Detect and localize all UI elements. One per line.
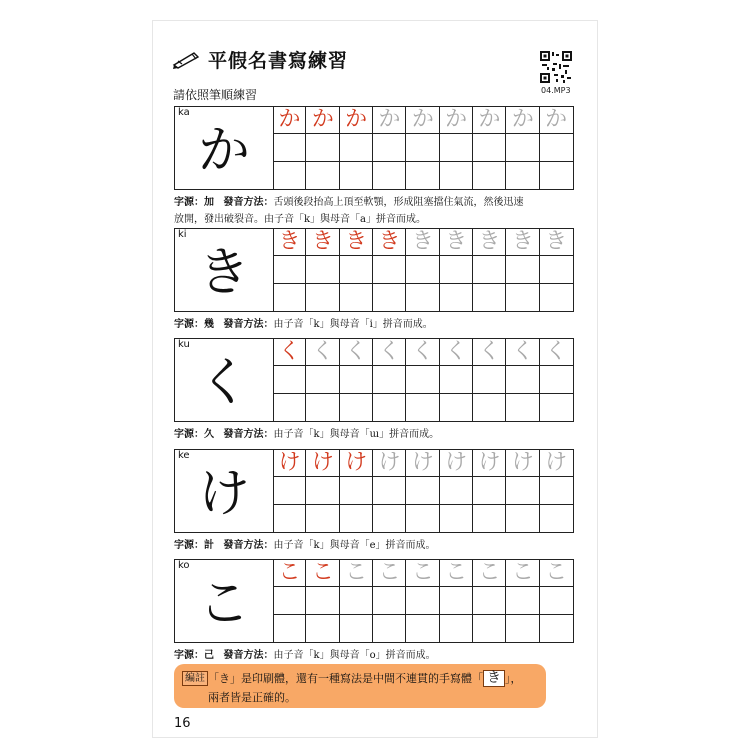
stroke-order-kana: け bbox=[311, 450, 334, 475]
writing-cell[interactable] bbox=[473, 505, 506, 532]
method-label: 發音方法： bbox=[223, 540, 274, 551]
trace-kana: け bbox=[511, 450, 534, 475]
writing-cell[interactable] bbox=[373, 587, 406, 614]
tracing-cell bbox=[506, 229, 539, 256]
writing-cell[interactable] bbox=[473, 284, 506, 311]
method-text-continued: 放開，發出破裂音。由子音「k」與母音「a」拼音而成。 bbox=[174, 214, 427, 225]
method-text: 由子音「k」與母音「o」拼音而成。 bbox=[273, 650, 436, 661]
practice-grid bbox=[174, 559, 574, 643]
tracing-cell bbox=[306, 450, 339, 477]
writing-cell[interactable] bbox=[540, 284, 573, 311]
tracing-cell bbox=[340, 107, 373, 134]
writing-cell[interactable] bbox=[406, 394, 439, 421]
stroke-order-kana: こ bbox=[311, 560, 334, 585]
note-tag: 編註 bbox=[182, 671, 208, 686]
tracing-cell bbox=[406, 107, 439, 134]
writing-cell[interactable] bbox=[473, 366, 506, 393]
note-handwritten-kana: き bbox=[483, 670, 505, 687]
trace-kana: け bbox=[411, 450, 434, 475]
method-text: 舌頭後段抬高上頂至軟顎，形成阻塞擋住氣流，然後迅速 bbox=[273, 197, 524, 208]
trace-kana: く bbox=[345, 339, 368, 364]
pronunciation-description bbox=[174, 537, 574, 554]
writing-cell[interactable] bbox=[273, 505, 306, 532]
writing-cell[interactable] bbox=[440, 162, 473, 189]
tracing-cell bbox=[273, 560, 306, 587]
writing-cell[interactable] bbox=[406, 505, 439, 532]
writing-cell[interactable] bbox=[540, 394, 573, 421]
trace-kana: か bbox=[378, 107, 401, 132]
origin-label: 字源： bbox=[174, 540, 204, 551]
tracing-cell bbox=[340, 229, 373, 256]
writing-cell[interactable] bbox=[373, 162, 406, 189]
tracing-cell bbox=[273, 107, 306, 134]
tracing-cell bbox=[506, 560, 539, 587]
origin-character: 加 bbox=[204, 197, 214, 208]
practice-instruction: 請依照筆順練習 bbox=[173, 88, 258, 102]
writing-cell[interactable] bbox=[506, 615, 539, 642]
writing-cell[interactable] bbox=[373, 477, 406, 504]
trace-kana: こ bbox=[378, 560, 401, 585]
tracing-cell bbox=[406, 560, 439, 587]
writing-cell[interactable] bbox=[273, 162, 306, 189]
writing-cell[interactable] bbox=[440, 615, 473, 642]
trace-kana: く bbox=[445, 339, 468, 364]
writing-cell[interactable] bbox=[373, 394, 406, 421]
writing-cell[interactable] bbox=[340, 284, 373, 311]
writing-cell[interactable] bbox=[406, 587, 439, 614]
tracing-cell bbox=[473, 450, 506, 477]
trace-kana: か bbox=[478, 107, 501, 132]
stroke-order-kana: け bbox=[278, 450, 301, 475]
model-kana: く bbox=[197, 353, 250, 413]
writing-cell[interactable] bbox=[373, 366, 406, 393]
writing-cell[interactable] bbox=[506, 587, 539, 614]
writing-cell[interactable] bbox=[506, 366, 539, 393]
writing-cell[interactable] bbox=[273, 587, 306, 614]
trace-kana: か bbox=[511, 107, 534, 132]
origin-label: 字源： bbox=[174, 197, 204, 208]
note-text: 「き」是印刷體，還有一種寫法是中間不連貫的手寫體「 bbox=[208, 672, 483, 685]
trace-kana: く bbox=[311, 339, 334, 364]
writing-cell[interactable] bbox=[273, 477, 306, 504]
tracing-cell bbox=[440, 229, 473, 256]
tracing-cell bbox=[373, 450, 406, 477]
pencil-icon bbox=[172, 51, 200, 69]
writing-cell[interactable] bbox=[440, 366, 473, 393]
writing-cell[interactable] bbox=[306, 366, 339, 393]
trace-kana: く bbox=[411, 339, 434, 364]
romaji-label: ku bbox=[178, 339, 190, 350]
model-character-cell bbox=[175, 229, 274, 311]
tracing-cell bbox=[540, 339, 573, 366]
trace-kana: こ bbox=[411, 560, 434, 585]
note-line-2: 兩者皆是正確的。 bbox=[208, 691, 296, 704]
trace-kana: く bbox=[511, 339, 534, 364]
writing-cell[interactable] bbox=[440, 134, 473, 161]
writing-cell[interactable] bbox=[273, 366, 306, 393]
stroke-order-kana: か bbox=[345, 107, 368, 132]
tracing-cell bbox=[373, 339, 406, 366]
origin-character: 久 bbox=[204, 429, 214, 440]
tracing-cell bbox=[373, 560, 406, 587]
writing-cell[interactable] bbox=[540, 162, 573, 189]
writing-cell[interactable] bbox=[506, 162, 539, 189]
trace-kana: き bbox=[511, 229, 534, 254]
tracing-cell bbox=[306, 107, 339, 134]
writing-cell[interactable] bbox=[306, 134, 339, 161]
writing-cell[interactable] bbox=[373, 284, 406, 311]
tracing-cell bbox=[540, 107, 573, 134]
audio-track-label: 04.MP3 bbox=[541, 86, 571, 95]
method-text: 由子音「k」與母音「e」拼音而成。 bbox=[273, 540, 436, 551]
pronunciation-description bbox=[174, 426, 574, 443]
writing-cell[interactable] bbox=[306, 477, 339, 504]
writing-cell[interactable] bbox=[406, 477, 439, 504]
writing-cell[interactable] bbox=[540, 615, 573, 642]
pronunciation-description bbox=[174, 316, 574, 333]
stroke-order-kana: き bbox=[311, 229, 334, 254]
tracing-cell bbox=[373, 229, 406, 256]
method-text: 由子音「k」與母音「i」拼音而成。 bbox=[273, 319, 433, 330]
writing-cell[interactable] bbox=[373, 256, 406, 283]
practice-grid bbox=[174, 449, 574, 533]
writing-cell[interactable] bbox=[373, 134, 406, 161]
pronunciation-description bbox=[174, 194, 574, 228]
writing-cell[interactable] bbox=[340, 394, 373, 421]
tracing-cell bbox=[273, 450, 306, 477]
writing-cell[interactable] bbox=[506, 256, 539, 283]
tracing-cell bbox=[273, 339, 306, 366]
tracing-cell bbox=[540, 450, 573, 477]
tracing-cell bbox=[540, 229, 573, 256]
practice-grid bbox=[174, 228, 574, 312]
tracing-cell bbox=[540, 560, 573, 587]
method-label: 發音方法： bbox=[223, 319, 274, 330]
writing-cell[interactable] bbox=[273, 394, 306, 421]
writing-cell[interactable] bbox=[440, 505, 473, 532]
writing-cell[interactable] bbox=[306, 394, 339, 421]
writing-cell[interactable] bbox=[340, 615, 373, 642]
romaji-label: ki bbox=[178, 229, 187, 240]
writing-cell[interactable] bbox=[440, 256, 473, 283]
trace-kana: き bbox=[411, 229, 434, 254]
writing-cell[interactable] bbox=[406, 162, 439, 189]
writing-cell[interactable] bbox=[306, 615, 339, 642]
writing-cell[interactable] bbox=[406, 284, 439, 311]
writing-cell[interactable] bbox=[473, 615, 506, 642]
writing-cell[interactable] bbox=[373, 505, 406, 532]
trace-kana: け bbox=[445, 450, 468, 475]
trace-kana: く bbox=[378, 339, 401, 364]
qr-code-icon bbox=[539, 50, 573, 84]
writing-cell[interactable] bbox=[340, 477, 373, 504]
writing-cell[interactable] bbox=[340, 587, 373, 614]
writing-cell[interactable] bbox=[306, 256, 339, 283]
writing-cell[interactable] bbox=[406, 366, 439, 393]
page-header bbox=[172, 46, 348, 73]
model-kana: こ bbox=[197, 574, 250, 634]
trace-kana: き bbox=[445, 229, 468, 254]
tracing-cell bbox=[406, 229, 439, 256]
stroke-order-kana: き bbox=[378, 229, 401, 254]
method-label: 發音方法： bbox=[223, 429, 274, 440]
tracing-cell bbox=[473, 560, 506, 587]
romaji-label: ka bbox=[178, 107, 190, 118]
writing-cell[interactable] bbox=[440, 394, 473, 421]
tracing-cell bbox=[440, 450, 473, 477]
writing-cell[interactable] bbox=[473, 256, 506, 283]
writing-cell[interactable] bbox=[506, 477, 539, 504]
method-text: 由子音「k」與母音「ɯ」拼音而成。 bbox=[273, 429, 440, 440]
stroke-order-kana: け bbox=[345, 450, 368, 475]
tracing-cell bbox=[340, 339, 373, 366]
trace-kana: こ bbox=[345, 560, 368, 585]
tracing-cell bbox=[506, 450, 539, 477]
writing-cell[interactable] bbox=[306, 587, 339, 614]
trace-kana: け bbox=[545, 450, 568, 475]
writing-cell[interactable] bbox=[273, 134, 306, 161]
pronunciation-description bbox=[174, 647, 574, 664]
tracing-cell bbox=[406, 339, 439, 366]
writing-cell[interactable] bbox=[306, 505, 339, 532]
writing-cell[interactable] bbox=[306, 162, 339, 189]
note-line-1 bbox=[208, 670, 522, 687]
note-text-end: 」， bbox=[505, 672, 522, 685]
model-character-cell bbox=[175, 450, 274, 532]
trace-kana: け bbox=[478, 450, 501, 475]
writing-cell[interactable] bbox=[506, 134, 539, 161]
tracing-cell bbox=[473, 229, 506, 256]
trace-kana: か bbox=[445, 107, 468, 132]
writing-cell[interactable] bbox=[506, 505, 539, 532]
tracing-cell bbox=[306, 560, 339, 587]
writing-cell[interactable] bbox=[440, 284, 473, 311]
writing-cell[interactable] bbox=[340, 134, 373, 161]
writing-cell[interactable] bbox=[540, 366, 573, 393]
tracing-cell bbox=[440, 339, 473, 366]
writing-cell[interactable] bbox=[340, 505, 373, 532]
writing-cell[interactable] bbox=[506, 394, 539, 421]
trace-kana: か bbox=[411, 107, 434, 132]
writing-cell[interactable] bbox=[273, 256, 306, 283]
writing-cell[interactable] bbox=[273, 284, 306, 311]
tracing-cell bbox=[473, 339, 506, 366]
stroke-order-kana: こ bbox=[278, 560, 301, 585]
romaji-label: ko bbox=[178, 560, 190, 571]
writing-cell[interactable] bbox=[340, 366, 373, 393]
tracing-cell bbox=[473, 107, 506, 134]
tracing-cell bbox=[440, 107, 473, 134]
page-number: 16 bbox=[174, 716, 191, 731]
practice-grid bbox=[174, 106, 574, 190]
tracing-cell bbox=[306, 339, 339, 366]
stroke-order-kana: か bbox=[311, 107, 334, 132]
trace-kana: こ bbox=[478, 560, 501, 585]
origin-label: 字源： bbox=[174, 650, 204, 661]
method-label: 發音方法： bbox=[223, 197, 274, 208]
writing-cell[interactable] bbox=[473, 394, 506, 421]
trace-kana: か bbox=[545, 107, 568, 132]
model-kana: か bbox=[197, 121, 250, 181]
writing-cell[interactable] bbox=[473, 162, 506, 189]
trace-kana: く bbox=[545, 339, 568, 364]
tracing-cell bbox=[340, 560, 373, 587]
tracing-cell bbox=[506, 339, 539, 366]
writing-cell[interactable] bbox=[473, 477, 506, 504]
writing-cell[interactable] bbox=[340, 162, 373, 189]
trace-kana: こ bbox=[445, 560, 468, 585]
practice-grid bbox=[174, 338, 574, 422]
writing-cell[interactable] bbox=[540, 587, 573, 614]
writing-cell[interactable] bbox=[373, 615, 406, 642]
writing-cell[interactable] bbox=[440, 587, 473, 614]
writing-cell[interactable] bbox=[473, 134, 506, 161]
origin-character: 己 bbox=[204, 650, 214, 661]
trace-kana: こ bbox=[545, 560, 568, 585]
tracing-cell bbox=[406, 450, 439, 477]
writing-cell[interactable] bbox=[406, 256, 439, 283]
model-character-cell bbox=[175, 560, 274, 642]
origin-character: 幾 bbox=[204, 319, 214, 330]
writing-cell[interactable] bbox=[306, 284, 339, 311]
stroke-order-kana: く bbox=[278, 339, 301, 364]
model-character-cell bbox=[175, 107, 274, 189]
origin-character: 計 bbox=[204, 540, 214, 551]
tracing-cell bbox=[440, 560, 473, 587]
writing-cell[interactable] bbox=[540, 134, 573, 161]
writing-cell[interactable] bbox=[540, 505, 573, 532]
origin-label: 字源： bbox=[174, 429, 204, 440]
method-label: 發音方法： bbox=[223, 650, 274, 661]
tracing-cell bbox=[340, 450, 373, 477]
trace-kana: こ bbox=[511, 560, 534, 585]
writing-cell[interactable] bbox=[340, 256, 373, 283]
model-kana: け bbox=[197, 464, 250, 524]
romaji-label: ke bbox=[178, 450, 190, 461]
tracing-cell bbox=[306, 229, 339, 256]
trace-kana: き bbox=[545, 229, 568, 254]
model-character-cell bbox=[175, 339, 274, 421]
stroke-order-kana: き bbox=[345, 229, 368, 254]
writing-cell[interactable] bbox=[406, 615, 439, 642]
model-kana: き bbox=[197, 243, 250, 303]
tracing-cell bbox=[506, 107, 539, 134]
editor-note bbox=[174, 664, 546, 708]
trace-kana: く bbox=[478, 339, 501, 364]
writing-cell[interactable] bbox=[506, 284, 539, 311]
page-title: 平假名書寫練習 bbox=[208, 50, 349, 72]
origin-label: 字源： bbox=[174, 319, 204, 330]
tracing-cell bbox=[373, 107, 406, 134]
writing-cell[interactable] bbox=[473, 587, 506, 614]
writing-cell[interactable] bbox=[540, 477, 573, 504]
writing-cell[interactable] bbox=[273, 615, 306, 642]
writing-cell[interactable] bbox=[406, 134, 439, 161]
tracing-cell bbox=[273, 229, 306, 256]
trace-kana: き bbox=[478, 229, 501, 254]
stroke-order-kana: き bbox=[278, 229, 301, 254]
trace-kana: け bbox=[378, 450, 401, 475]
writing-cell[interactable] bbox=[440, 477, 473, 504]
stroke-order-kana: か bbox=[278, 107, 301, 132]
writing-cell[interactable] bbox=[540, 256, 573, 283]
